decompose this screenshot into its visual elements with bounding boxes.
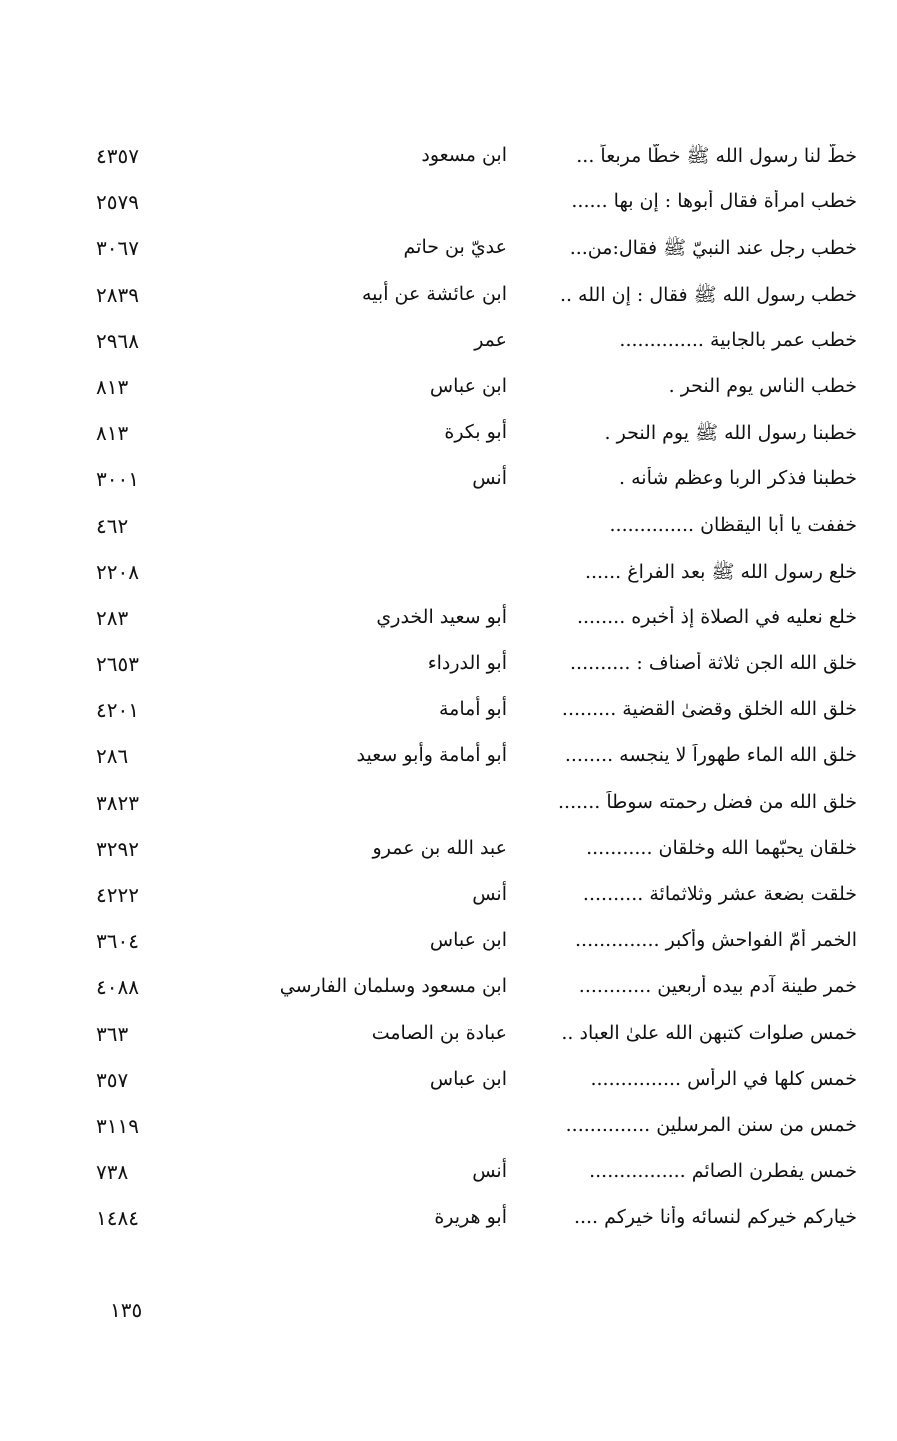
index-row	[0, 1152, 897, 1198]
narrator-name: أبو هريرة	[434, 1206, 507, 1229]
index-row	[0, 552, 897, 598]
hadith-text: خطب رسول الله ﷺ فقال : إن الله ..	[559, 283, 857, 306]
index-row	[0, 875, 897, 921]
index-row	[0, 321, 897, 367]
narrator-name: أبو أمامة وأبو سعيد	[356, 744, 507, 767]
index-row	[0, 228, 897, 274]
hadith-text: خلق الله من فضل رحمته سوطاً .......	[558, 790, 857, 813]
hadith-number: ٢٢٠٨	[96, 559, 139, 584]
hadith-number: ٤٢٢٢	[96, 883, 139, 907]
hadith-text: خمس من سنن المرسلين ..............	[565, 1113, 857, 1136]
hadith-number: ٢٨٣٩	[96, 282, 139, 307]
hadith-text: خمس صلوات كتبهن الله علىٰ العباد ..	[561, 1021, 857, 1044]
hadith-number: ٣٢٩٢	[96, 836, 139, 861]
hadith-text: خففت يا أبا اليقظان ..............	[609, 513, 857, 536]
hadith-text: خطبنا رسول الله ﷺ يوم النحر .	[604, 422, 857, 445]
hadith-text: خطب رجل عند النبيّ ﷺ فقال:من...	[569, 237, 857, 260]
hadith-text: خطّ لنا رسول الله ﷺ خطًّا مربعاً ...	[576, 145, 857, 167]
narrator-name: عبادة بن الصامت	[371, 1021, 507, 1044]
index-row	[0, 1106, 897, 1152]
hadith-text: خمس يفطرن الصائم ................	[589, 1160, 857, 1183]
narrator-name: ابن عباس	[429, 1067, 507, 1090]
narrator-name: ابن مسعود	[421, 144, 507, 166]
narrator-name: ابن عباس	[429, 929, 507, 952]
hadith-number: ٣٦٠٤	[96, 929, 139, 954]
narrator-name: أبو الدرداء	[427, 652, 507, 675]
index-row	[0, 1198, 897, 1244]
narrator-name: عبد الله بن عمرو	[372, 836, 507, 859]
hadith-text: خطب الناس يوم النحر .	[668, 374, 857, 397]
hadith-number: ٣١١٩	[96, 1113, 139, 1138]
narrator-name: عمر	[474, 328, 507, 351]
hadith-number: ٣٥٧	[96, 1067, 129, 1092]
index-row	[0, 413, 897, 459]
index-row	[0, 967, 897, 1013]
index-row	[0, 598, 897, 644]
hadith-number: ٢٨٦	[96, 744, 129, 769]
hadith-number: ٤٢٠١	[96, 698, 139, 723]
hadith-text: خطب عمر بالجابية ..............	[619, 328, 857, 351]
hadith-text: خلع رسول الله ﷺ بعد الفراغ ......	[584, 560, 857, 583]
index-row	[0, 644, 897, 690]
hadith-number: ٢٨٣	[96, 605, 129, 630]
hadith-number: ٤٦٢	[96, 513, 129, 538]
index-row	[0, 783, 897, 829]
narrator-name: ابن مسعود وسلمان الفارسي	[279, 975, 507, 998]
hadith-number: ٤٣٥٧	[96, 144, 139, 168]
hadith-number: ٨١٣	[96, 421, 129, 446]
index-row	[0, 506, 897, 552]
hadith-text: خلق الله الخلق وقضىٰ القضية .........	[561, 698, 857, 721]
index-row	[0, 1014, 897, 1060]
narrator-name: أبو سعيد الخدري	[376, 605, 507, 628]
hadith-number: ٧٣٨	[96, 1160, 129, 1185]
narrator-name: أنس	[472, 467, 507, 490]
hadith-text: خطب امرأة فقال أبوها : إن بها ......	[571, 190, 857, 213]
index-row	[0, 921, 897, 967]
hadith-text: خلقت بضعة عشر وثلاثمائة ..........	[582, 883, 857, 905]
hadith-number: ٢٩٦٨	[96, 328, 139, 353]
index-row	[0, 275, 897, 321]
narrator-name: ابن عباس	[429, 374, 507, 397]
hadith-text: خطبنا فذكر الربا وعظم شأنه .	[619, 467, 857, 490]
hadith-text: خياركم خيركم لنسائه وأنا خيركم ....	[573, 1206, 857, 1229]
hadith-number: ٣٠٠١	[96, 467, 139, 492]
narrator-name: أبو أمامة	[438, 698, 507, 721]
hadith-number: ٢٥٧٩	[96, 190, 139, 215]
narrator-name: أنس	[472, 1160, 507, 1183]
hadith-text: خلق الله الجن ثلاثة أصناف : ..........	[570, 652, 857, 675]
hadith-text: خمس كلها في الرأس ...............	[590, 1067, 857, 1090]
hadith-text: خلع نعليه في الصلاة إذ أخبره ........	[576, 605, 857, 628]
page-number: ١٣٥	[110, 1298, 143, 1322]
hadith-number: ٣٠٦٧	[96, 236, 139, 261]
index-row	[0, 736, 897, 782]
hadith-number: ٤٠٨٨	[96, 975, 139, 1000]
hadith-number: ٣٨٢٣	[96, 790, 139, 815]
index-row	[0, 136, 897, 182]
index-row	[0, 690, 897, 736]
index-row	[0, 459, 897, 505]
index-row	[0, 367, 897, 413]
hadith-number: ١٤٨٤	[96, 1206, 139, 1231]
hadith-text: خلقان يحبّهما الله وخلقان ...........	[586, 836, 857, 859]
narrator-name: أبو بكرة	[444, 421, 507, 444]
index-row	[0, 182, 897, 228]
index-row	[0, 1060, 897, 1106]
narrator-name: عديّ بن حاتم	[403, 236, 507, 259]
narrator-name: أنس	[472, 883, 507, 905]
hadith-text: خمر طينة آدم بيده أربعين ............	[578, 975, 857, 998]
narrator-name: ابن عائشة عن أبيه	[362, 282, 507, 305]
hadith-text: خلق الله الماء طهوراً لا ينجسه ........	[564, 744, 857, 767]
hadith-text: الخمر أمّ الفواحش وأكبر ..............	[574, 929, 857, 952]
hadith-number: ٨١٣	[96, 374, 129, 399]
index-row	[0, 829, 897, 875]
hadith-index-table	[0, 136, 897, 1245]
hadith-number: ٢٦٥٣	[96, 652, 139, 677]
hadith-number: ٣٦٣	[96, 1021, 129, 1046]
